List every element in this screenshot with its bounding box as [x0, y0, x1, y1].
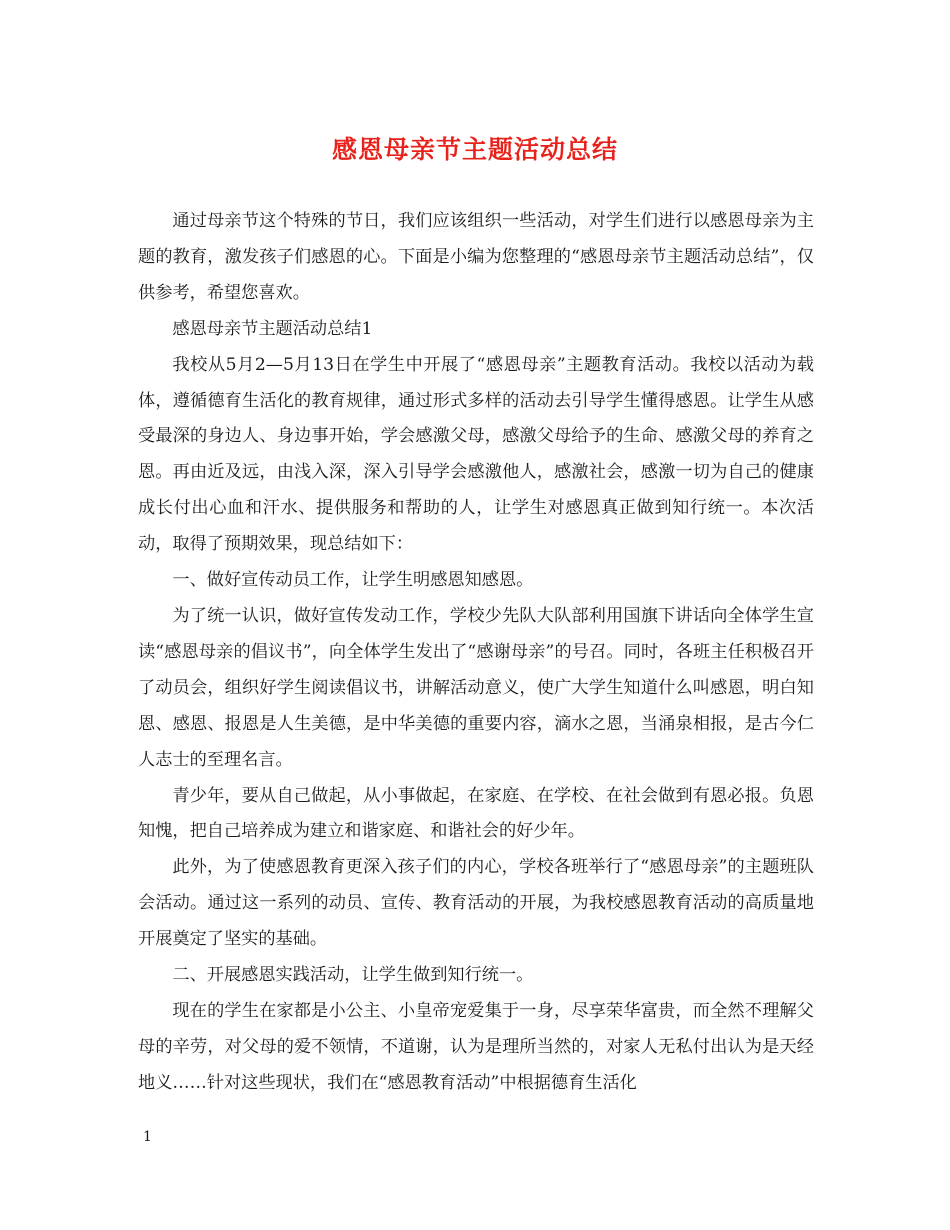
document-title: 感恩母亲节主题活动总结 — [331, 135, 618, 164]
body-paragraph: 青少年，要从自己做起，从小事做起，在家庭、在学校、在社会做到有恩必报。负恩知愧，把自己培养成为建立和谐家庭、和谐社会的好少年。 — [138, 785, 814, 842]
body-paragraph: 为了统一认识，做好宣传发动工作，学校少先队大队部利用国旗下讲话向全体学生宣读“感恩母亲的倡议书”，向全体学生发出了“感谢母亲”的号召。同时，各班主任积极召开了动员会，组织好学生阅读倡议书，讲解活动意义，使广大学生知道什么叫感恩，明白知恩、感恩、报恩是人生美德，是中华美德的重要内容，滴水之恩，当涌泉相报，是古今仁人志士的至理名言。 — [138, 605, 814, 770]
section-heading-two: 二、开展感恩实践活动，让学生做到知行统一。 — [172, 965, 534, 986]
body-paragraph: 我校从5月2—5月13日在学生中开展了“感恩母亲”主题教育活动。我校以活动为载体，遵循德育生活化的教育规律，通过形式多样的活动去引导学生懂得感恩。让学生从感受最深的身边人、身边事开始，学会感激父母，感激父母给予的生命、感激父母的养育之恩。再由近及远，由浅入深，深入引导学会感激他人，感激社会，感激一切为自己的健康成长付出心血和汗水、提供服务和帮助的人，让学生对感恩真正做到知行统一。本次活动，取得了预期效果，现总结如下： — [138, 354, 814, 555]
page-number: 1 — [143, 1129, 152, 1145]
document-body — [138, 204, 814, 1102]
body-paragraph: 现在的学生在家都是小公主、小皇帝宠爱集于一身，尽享荣华富贵，而全然不理解父母的辛劳，对父母的爱不领情，不道谢，认为是理所当然的，对家人无私付出认为是天经地义……针对这些现状，我们在“感恩教育活动”中根据德育生活化 — [138, 1000, 814, 1093]
section-heading-summary-1: 感恩母亲节主题活动总结1 — [172, 318, 373, 339]
intro-paragraph: 通过母亲节这个特殊的节日，我们应该组织一些活动，对学生们进行以感恩母亲为主题的教育，激发孩子们感恩的心。下面是小编为您整理的“感恩母亲节主题活动总结”，仅供参考，希望您喜欢。 — [138, 211, 814, 303]
section-heading-one: 一、做好宣传动员工作，让学生明感恩知感恩。 — [172, 570, 534, 591]
body-paragraph: 此外，为了使感恩教育更深入孩子们的内心，学校各班举行了“感恩母亲”的主题班队会活动。通过这一系列的动员、宣传、教育活动的开展，为我校感恩教育活动的高质量地开展奠定了坚实的基础。 — [138, 857, 814, 950]
